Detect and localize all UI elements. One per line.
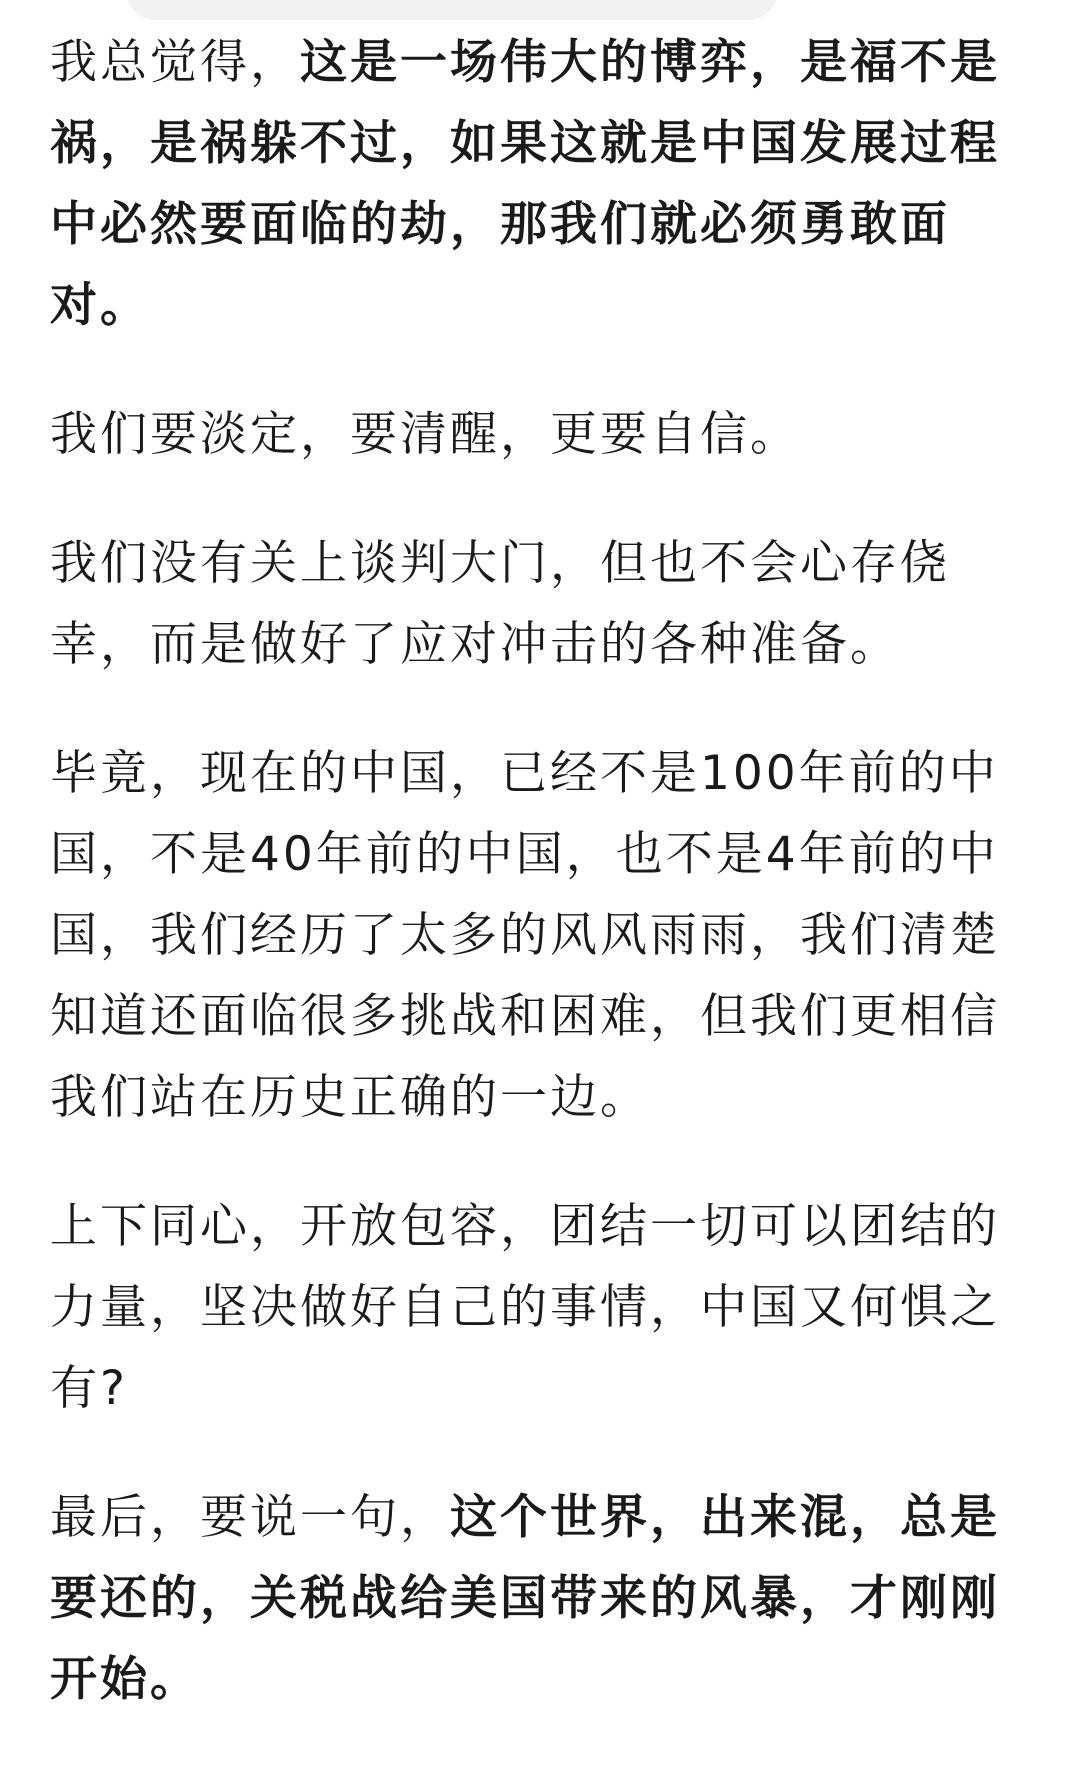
paragraph-6	[50, 1477, 1030, 1720]
top-search-bar-edge[interactable]	[126, 0, 778, 20]
paragraph-2-text: 我们要淡定，要清醒，更要自信。	[50, 407, 800, 462]
paragraph-6-text: 最后，要说一句，	[50, 1490, 450, 1545]
paragraph-4-text: 毕竟，现在的中国，已经不是100年前的中国，不是40年前的中国，也不是4年前的中国，我们经历了太多的风风雨雨，我们清楚知道还面临很多挑战和困难，但我们更相信我们站在历史正确的一边。	[50, 746, 1000, 1125]
paragraph-6-bold-text: 这个世界，出来混，总是要还的，关税战给美国带来的风暴，才刚刚开始。	[50, 1490, 1000, 1707]
paragraph-1-text: 我总觉得，	[50, 35, 300, 90]
paragraph-3	[50, 523, 1030, 685]
article-body	[50, 22, 1030, 1768]
paragraph-3-text: 我们没有关上谈判大门，但也不会心存侥幸，而是做好了应对冲击的各种准备。	[50, 536, 950, 672]
paragraph-1	[50, 22, 1030, 346]
paragraph-4	[50, 733, 1030, 1138]
paragraph-5	[50, 1186, 1030, 1429]
paragraph-1-bold-text: 这是一场伟大的博弈，是福不是祸，是祸躲不过，如果这就是中国发展过程中必然要面临的劫，那我们就必须勇敢面对。	[50, 35, 1000, 333]
paragraph-2	[50, 394, 1030, 475]
paragraph-5-text: 上下同心，开放包容，团结一切可以团结的力量，坚决做好自己的事情，中国又何惧之有?	[50, 1199, 1000, 1416]
